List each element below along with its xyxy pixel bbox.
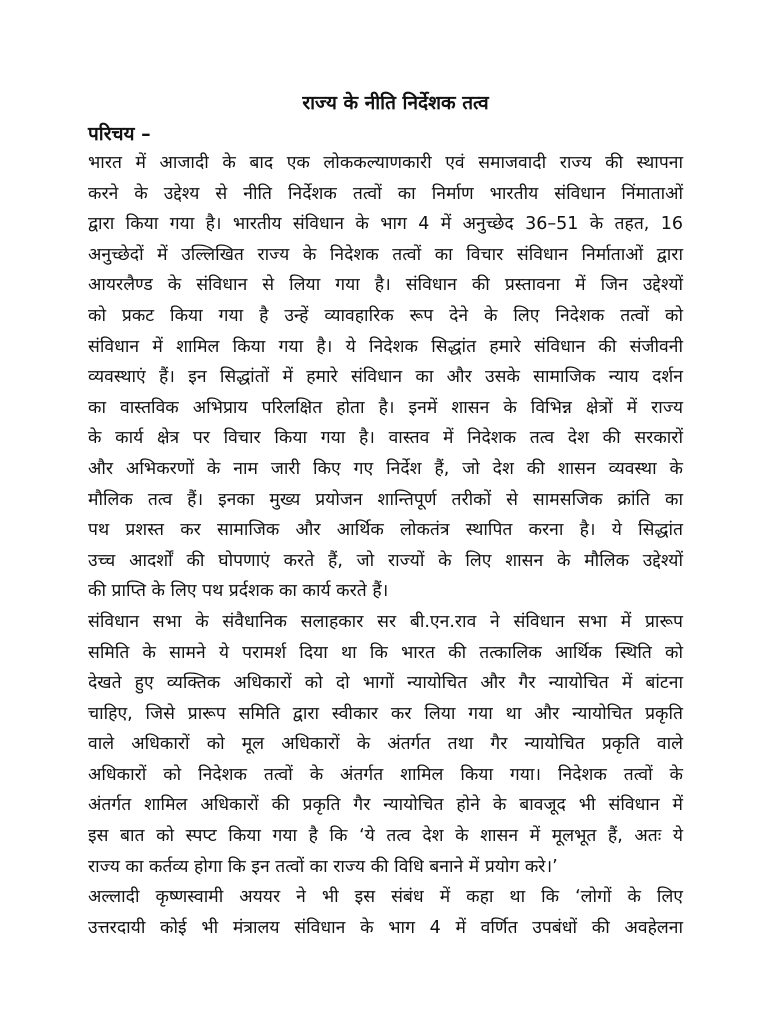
text-line: अधिकारों को निदेशक तत्वों के अंतर्गत शामिल किया गया। निदेशक तत्वों के xyxy=(88,764,683,785)
text-line: व्यवस्थाएं हैं। इन सिद्धांतों में हमारे संविधान का और उसके सामाजिक न्याय दर्शन xyxy=(88,367,683,388)
text-line: को प्रकट किया गया है उन्हें व्यावहारिक रूप देने के लिए निदेशक तत्वों को xyxy=(88,305,683,326)
text-line: संविधान सभा के संवैधानिक सलाहकार सर बी.एन.राव ने संविधान सभा में प्रारूप xyxy=(88,611,683,632)
text-line: भारत में आजादी के बाद एक लोककल्याणकारी एवं समाजवादी राज्य की स्थापना xyxy=(88,153,683,173)
text-line: अल्लादी कृष्णस्वामी अययर ने भी इस संबंध में कहा था कि ‘लोगों के लिए xyxy=(88,887,683,908)
text-line: उच्च आदर्शों की घोपणाएं करते हैं, जो राज्यों के लिए शासन के मौलिक उद्देश्यों xyxy=(88,550,683,571)
paragraph-2 xyxy=(88,607,683,882)
text-line: अनुच्छेदों में उल्लिखित राज्य के निदेशक तत्वों का विचार संविधान निर्माताओं द्वारा xyxy=(88,244,683,265)
text-line: चाहिए, जिसे प्रारूप समिति द्वारा स्वीकार कर लिया गया था और न्यायोचित प्रकृति xyxy=(88,703,683,724)
section-heading: परिचय – xyxy=(88,123,151,145)
text-line: मौलिक तत्व हैं। इनका मुख्य प्रयोजन शान्तिपूर्ण तरीकों से सामसजिक क्रांति का xyxy=(88,489,683,510)
text-line: के कार्य क्षेत्र पर विचार किया गया है। वास्तव में निदेशक तत्व देश की सरकारों xyxy=(88,428,683,449)
text-line: और अभिकरणों के नाम जारी किए गए निर्देश हैं, जो देश की शासन व्यवस्था के xyxy=(88,458,683,479)
paragraph-3 xyxy=(88,882,683,943)
text-line: करने के उद्देश्य से नीति निर्देशक तत्वों का निर्माण भारतीय संविधान निंमाताओं xyxy=(88,183,683,204)
text-line: राज्य का कर्तव्य होगा कि इन तत्वों का राज्य की विधि बनाने में प्रयोग करे।’ xyxy=(88,856,558,877)
text-line: संविधान में शामिल किया गया है। ये निदेशक सिद्धांत हमारे संविधान की संजीवनी xyxy=(88,336,683,357)
text-line: देखते हुए व्यक्तिक अधिकारों को दो भागों न्यायोचित और गैर न्यायोचित में बांटना xyxy=(88,673,683,694)
text-line: द्वारा किया गया है। भारतीय संविधान के भाग 4 में अनुच्छेद 36–51 के तहत, 16 xyxy=(88,214,683,235)
document-page xyxy=(88,86,683,943)
text-line: का वास्तविक अभिप्राय परिलक्षित होता है। इनमें शासन के विभिन्न क्षेत्रों में राज्य xyxy=(88,397,683,418)
text-line: अंतर्गत शामिल अधिकारों की प्रकृति गैर न्यायोचित होने के बावजूद भी संविधान में xyxy=(88,795,683,816)
paragraph-1 xyxy=(88,148,683,607)
document-title: राज्य के नीति निर्देशक तत्व xyxy=(302,92,489,114)
text-line: उत्तरदायी कोई भी मंत्रालय संविधान के भाग 4 में वर्णित उपबंधों की अवहेलना xyxy=(88,917,683,938)
text-line: की प्राप्ति के लिए पथ प्रर्दशक का कार्य करते हैं। xyxy=(88,581,389,602)
text-line: इस बात को स्पप्ट किया गया है कि ‘ये तत्व देश के शासन में मूलभूत हैं, अतः ये xyxy=(88,826,683,847)
text-line: वाले अधिकारों को मूल अधिकारों के अंतर्गत तथा गैर न्यायोचित प्रकृति वाले xyxy=(88,734,683,755)
text-line: आयरलैण्ड के संविधान से लिया गया है। संविधान की प्रस्तावना में जिन उद्देश्यों xyxy=(88,275,683,296)
text-line: पथ प्रशस्त कर सामाजिक और आर्थिक लोकतंत्र स्थापित करना है। ये सिद्धांत xyxy=(88,520,683,541)
text-line: समिति के सामने ये परामर्श दिया था कि भारत की तत्कालिक आर्थिक स्थिति को xyxy=(88,642,683,663)
